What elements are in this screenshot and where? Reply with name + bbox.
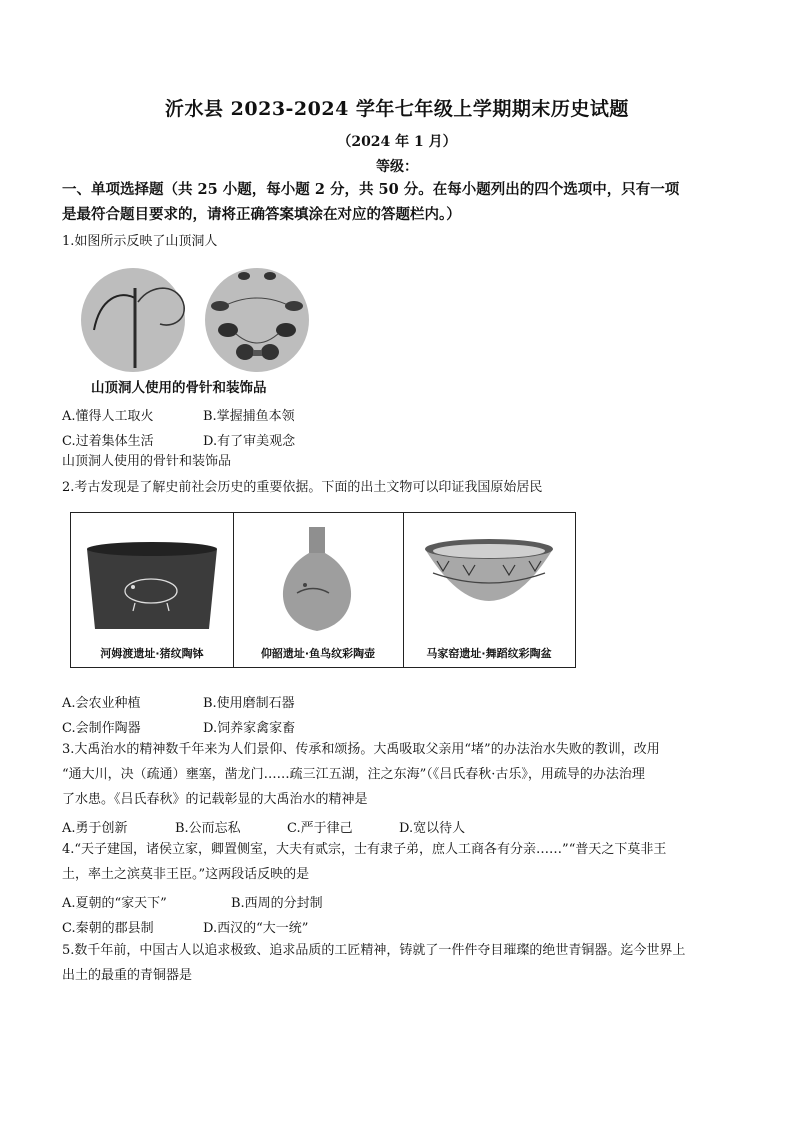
q3-option-d[interactable]: D.宽以待人 — [399, 821, 466, 836]
question-1-stem: 1.如图所示反映了山顶洞人 — [62, 234, 218, 249]
q1-image-caption: 山顶洞人使用的骨针和装饰品 — [91, 380, 267, 396]
dancing-pattern-basin-illustration — [403, 513, 575, 643]
q4-option-a[interactable]: A.夏朝的“家天下” — [62, 896, 167, 911]
q1-option-c[interactable]: C.过着集体生活 — [62, 434, 154, 449]
pig-pattern-bowl-illustration — [71, 513, 233, 643]
q3-line1: 3.大禹治水的精神数千年来为人们景仰、传承和颂扬。大禹吸取父亲用“堵”的办法治水失败的教训，改用 — [62, 742, 660, 757]
q4-line2: 土，率土之滨莫非王臣。”这两段话反映的是 — [62, 867, 310, 882]
bone-needle-ornaments-illustration — [80, 268, 310, 372]
section-heading-line1: 一、单项选择题（共 25 小题，每小题 2 分，共 50 分。在每小题列出的四个选项中，只有一项 — [62, 181, 680, 198]
page-title: 沂水县 2023-2024 学年七年级上学期期末历史试题 — [165, 98, 629, 120]
q2-option-a[interactable]: A.会农业种植 — [62, 696, 141, 711]
artifact-caption-1: 河姆渡遗址·猪纹陶钵 — [100, 647, 204, 660]
exam-date: （2024 年 1 月） — [337, 134, 457, 150]
q2-option-b[interactable]: B.使用磨制石器 — [203, 696, 295, 711]
artifact-panel-1 — [71, 513, 234, 667]
fish-bird-pot-illustration — [233, 513, 403, 643]
q5-line1: 5.数千年前，中国古人以追求极致、追求品质的工匠精神，铸就了一件件夺目璀璨的绝世青铜器。迄今世界上 — [62, 943, 686, 958]
q3-option-b[interactable]: B.公而忘私 — [175, 821, 241, 836]
q2-option-c[interactable]: C.会制作陶器 — [62, 721, 141, 736]
artifact-panel-2 — [233, 513, 404, 667]
q3-line3: 了水患。《吕氏春秋》的记载彰显的大禹治水的精神是 — [62, 792, 368, 807]
q4-line1: 4.“天子建国，诸侯立家，卿置侧室，大夫有贰宗，士有隶子弟，庶人工商各有分亲……”“普天之下莫非王 — [62, 842, 667, 857]
q1-option-d[interactable]: D.有了审美观念 — [203, 434, 296, 449]
question-2-stem: 2.考古发现是了解史前社会历史的重要依据。下面的出土文物可以印证我国原始居民 — [62, 480, 543, 495]
q1-option-b[interactable]: B.掌握捕鱼本领 — [203, 409, 295, 424]
q2-option-d[interactable]: D.饲养家禽家畜 — [203, 721, 296, 736]
q4-option-b[interactable]: B.西周的分封制 — [231, 896, 323, 911]
grade-label: 等级： — [376, 159, 418, 175]
artifacts-image-table — [70, 512, 576, 668]
artifact-caption-3: 马家窑遗址·舞蹈纹彩陶盆 — [426, 647, 552, 660]
q1-option-a[interactable]: A.懂得人工取火 — [62, 409, 154, 424]
artifact-caption-2: 仰韶遗址·鱼鸟纹彩陶壶 — [260, 647, 376, 660]
q3-option-c[interactable]: C.严于律己 — [287, 821, 353, 836]
bone-needle-ornaments-image — [80, 268, 310, 372]
q5-line2: 出土的最重的青铜器是 — [62, 968, 193, 983]
q4-option-c[interactable]: C.秦朝的郡县制 — [62, 921, 154, 936]
section-heading-line2: 是最符合题目要求的，请将正确答案填涂在对应的答题栏内。） — [62, 206, 461, 223]
q3-line2: “通大川，决（疏通）壅塞，凿龙门……疏三江五湖，注之东海”（《吕氏春秋·古乐》，用疏导的办法治理 — [62, 767, 645, 782]
artifact-panel-3 — [403, 513, 575, 667]
q3-option-a[interactable]: A.勇于创新 — [62, 821, 128, 836]
q4-option-d[interactable]: D.西汉的“大一统” — [203, 921, 309, 936]
q1-note: 山顶洞人使用的骨针和装饰品 — [62, 454, 232, 469]
